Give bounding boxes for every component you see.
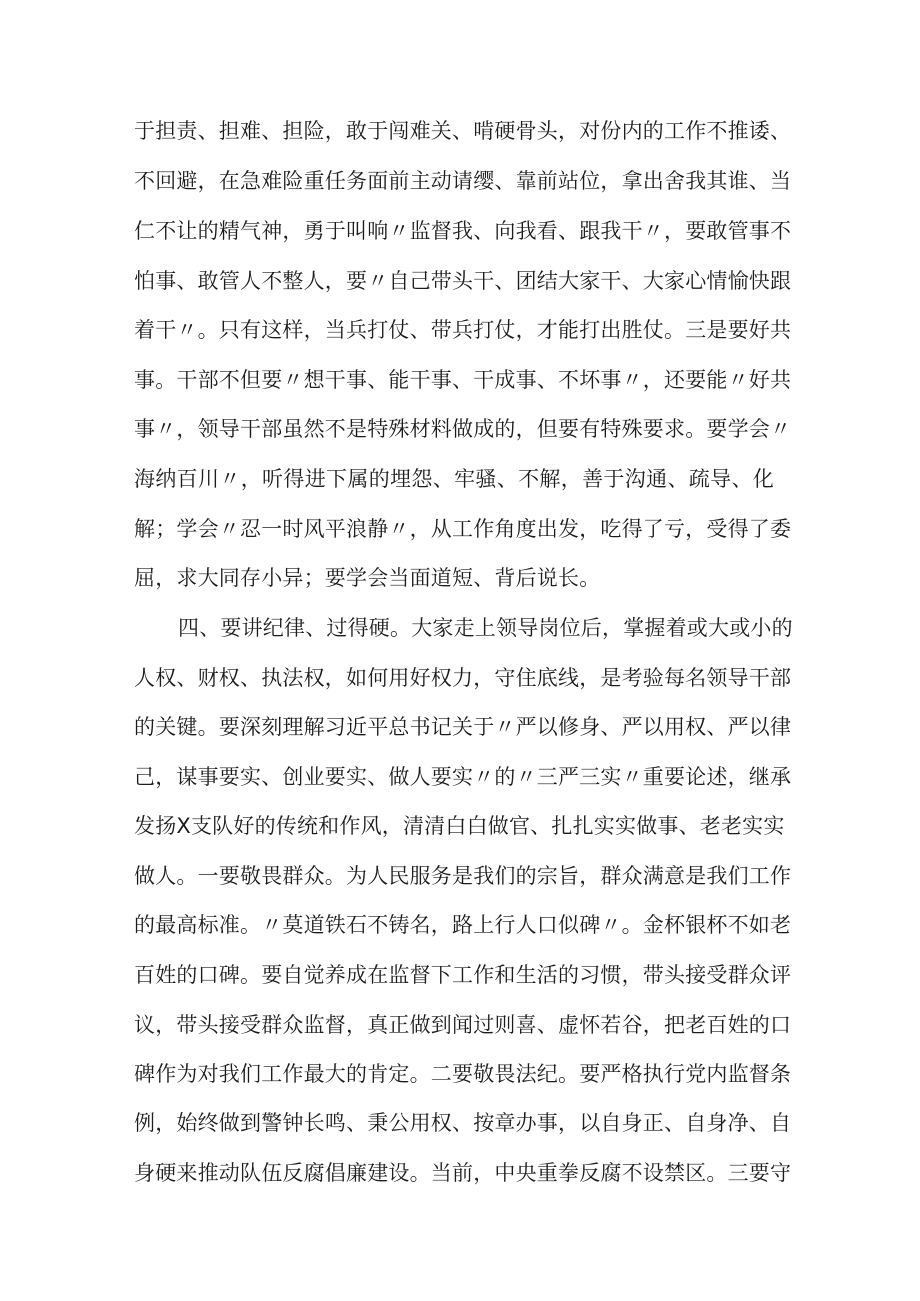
text-line: 怕事、敢管人不整人，要〃自己带头干、团结大家干、大家心情愉快跟 — [134, 269, 792, 293]
text-line: 着干〃。只有这样，当兵打仗、带兵打仗，才能打出胜仗。三是要好共 — [134, 318, 792, 342]
text-line: 的最高标准。〃莫道铁石不铸名，路上行人口似碑〃。金杯银杯不如老 — [134, 913, 792, 937]
text-line: 例，始终做到警钟长鸣、秉公用权、按章办事，以自身正、自身净、自 — [134, 1111, 792, 1135]
text-line: 仁不让的精气神，勇于叫响〃监督我、向我看、跟我干〃，要敢管事不 — [134, 219, 792, 243]
text-line: 议，带头接受群众监督，真正做到闻过则喜、虚怀若谷，把老百姓的口 — [134, 1013, 792, 1037]
text-line: 事。干部不但要〃想干事、能干事、干成事、不坏事〃，还要能〃好共 — [134, 368, 792, 392]
section-heading-line: 四、要讲纪律、过得硬。大家走上领导岗位后，掌握着或大或小的 — [178, 616, 793, 640]
text-line: 于担责、担难、担险，敢于闯难关、啃硬骨头，对份内的工作不推诿、 — [134, 119, 792, 143]
text-line: 己，谋事要实、创业要实、做人要实〃的〃三严三实〃重要论述，继承 — [134, 765, 792, 789]
text-line: 身硬来推动队伍反腐倡廉建设。当前，中央重拳反腐不设禁区。三要守 — [134, 1161, 792, 1185]
text-line: 人权、财权、执法权，如何用好权力，守住底线，是考验每名领导干部 — [134, 666, 792, 690]
text-line: 不回避，在急难险重任务面前主动请缨、靠前站位，拿出舍我其谁、当 — [134, 169, 792, 193]
text-line: 的关键。要深刻理解习近平总书记关于〃严以修身、严以用权、严以律 — [134, 715, 792, 739]
text-line: 屈，求大同存小异；要学会当面道短、背后说长。 — [134, 566, 601, 590]
text-line: 解；学会〃忍一时风平浪静〃，从工作角度出发，吃得了亏，受得了委 — [134, 517, 792, 541]
text-line: 发扬X支队好的传统和作风，清清白白做官、扎扎实实做事、老老实实 — [134, 814, 785, 838]
text-line: 事〃，领导干部虽然不是特殊材料做成的，但要有特殊要求。要学会〃 — [134, 417, 792, 441]
text-line: 碑作为对我们工作最大的肯定。二要敬畏法纪。要严格执行党内监督条 — [134, 1062, 792, 1086]
text-line: 海纳百川〃，听得进下属的埋怨、牢骚、不解，善于沟通、疏导、化 — [134, 467, 774, 491]
text-line: 百姓的口碑。要自觉养成在监督下工作和生活的习惯，带头接受群众评 — [134, 963, 792, 987]
text-line: 做人。一要敬畏群众。为人民服务是我们的宗旨，群众满意是我们工作 — [134, 864, 792, 888]
